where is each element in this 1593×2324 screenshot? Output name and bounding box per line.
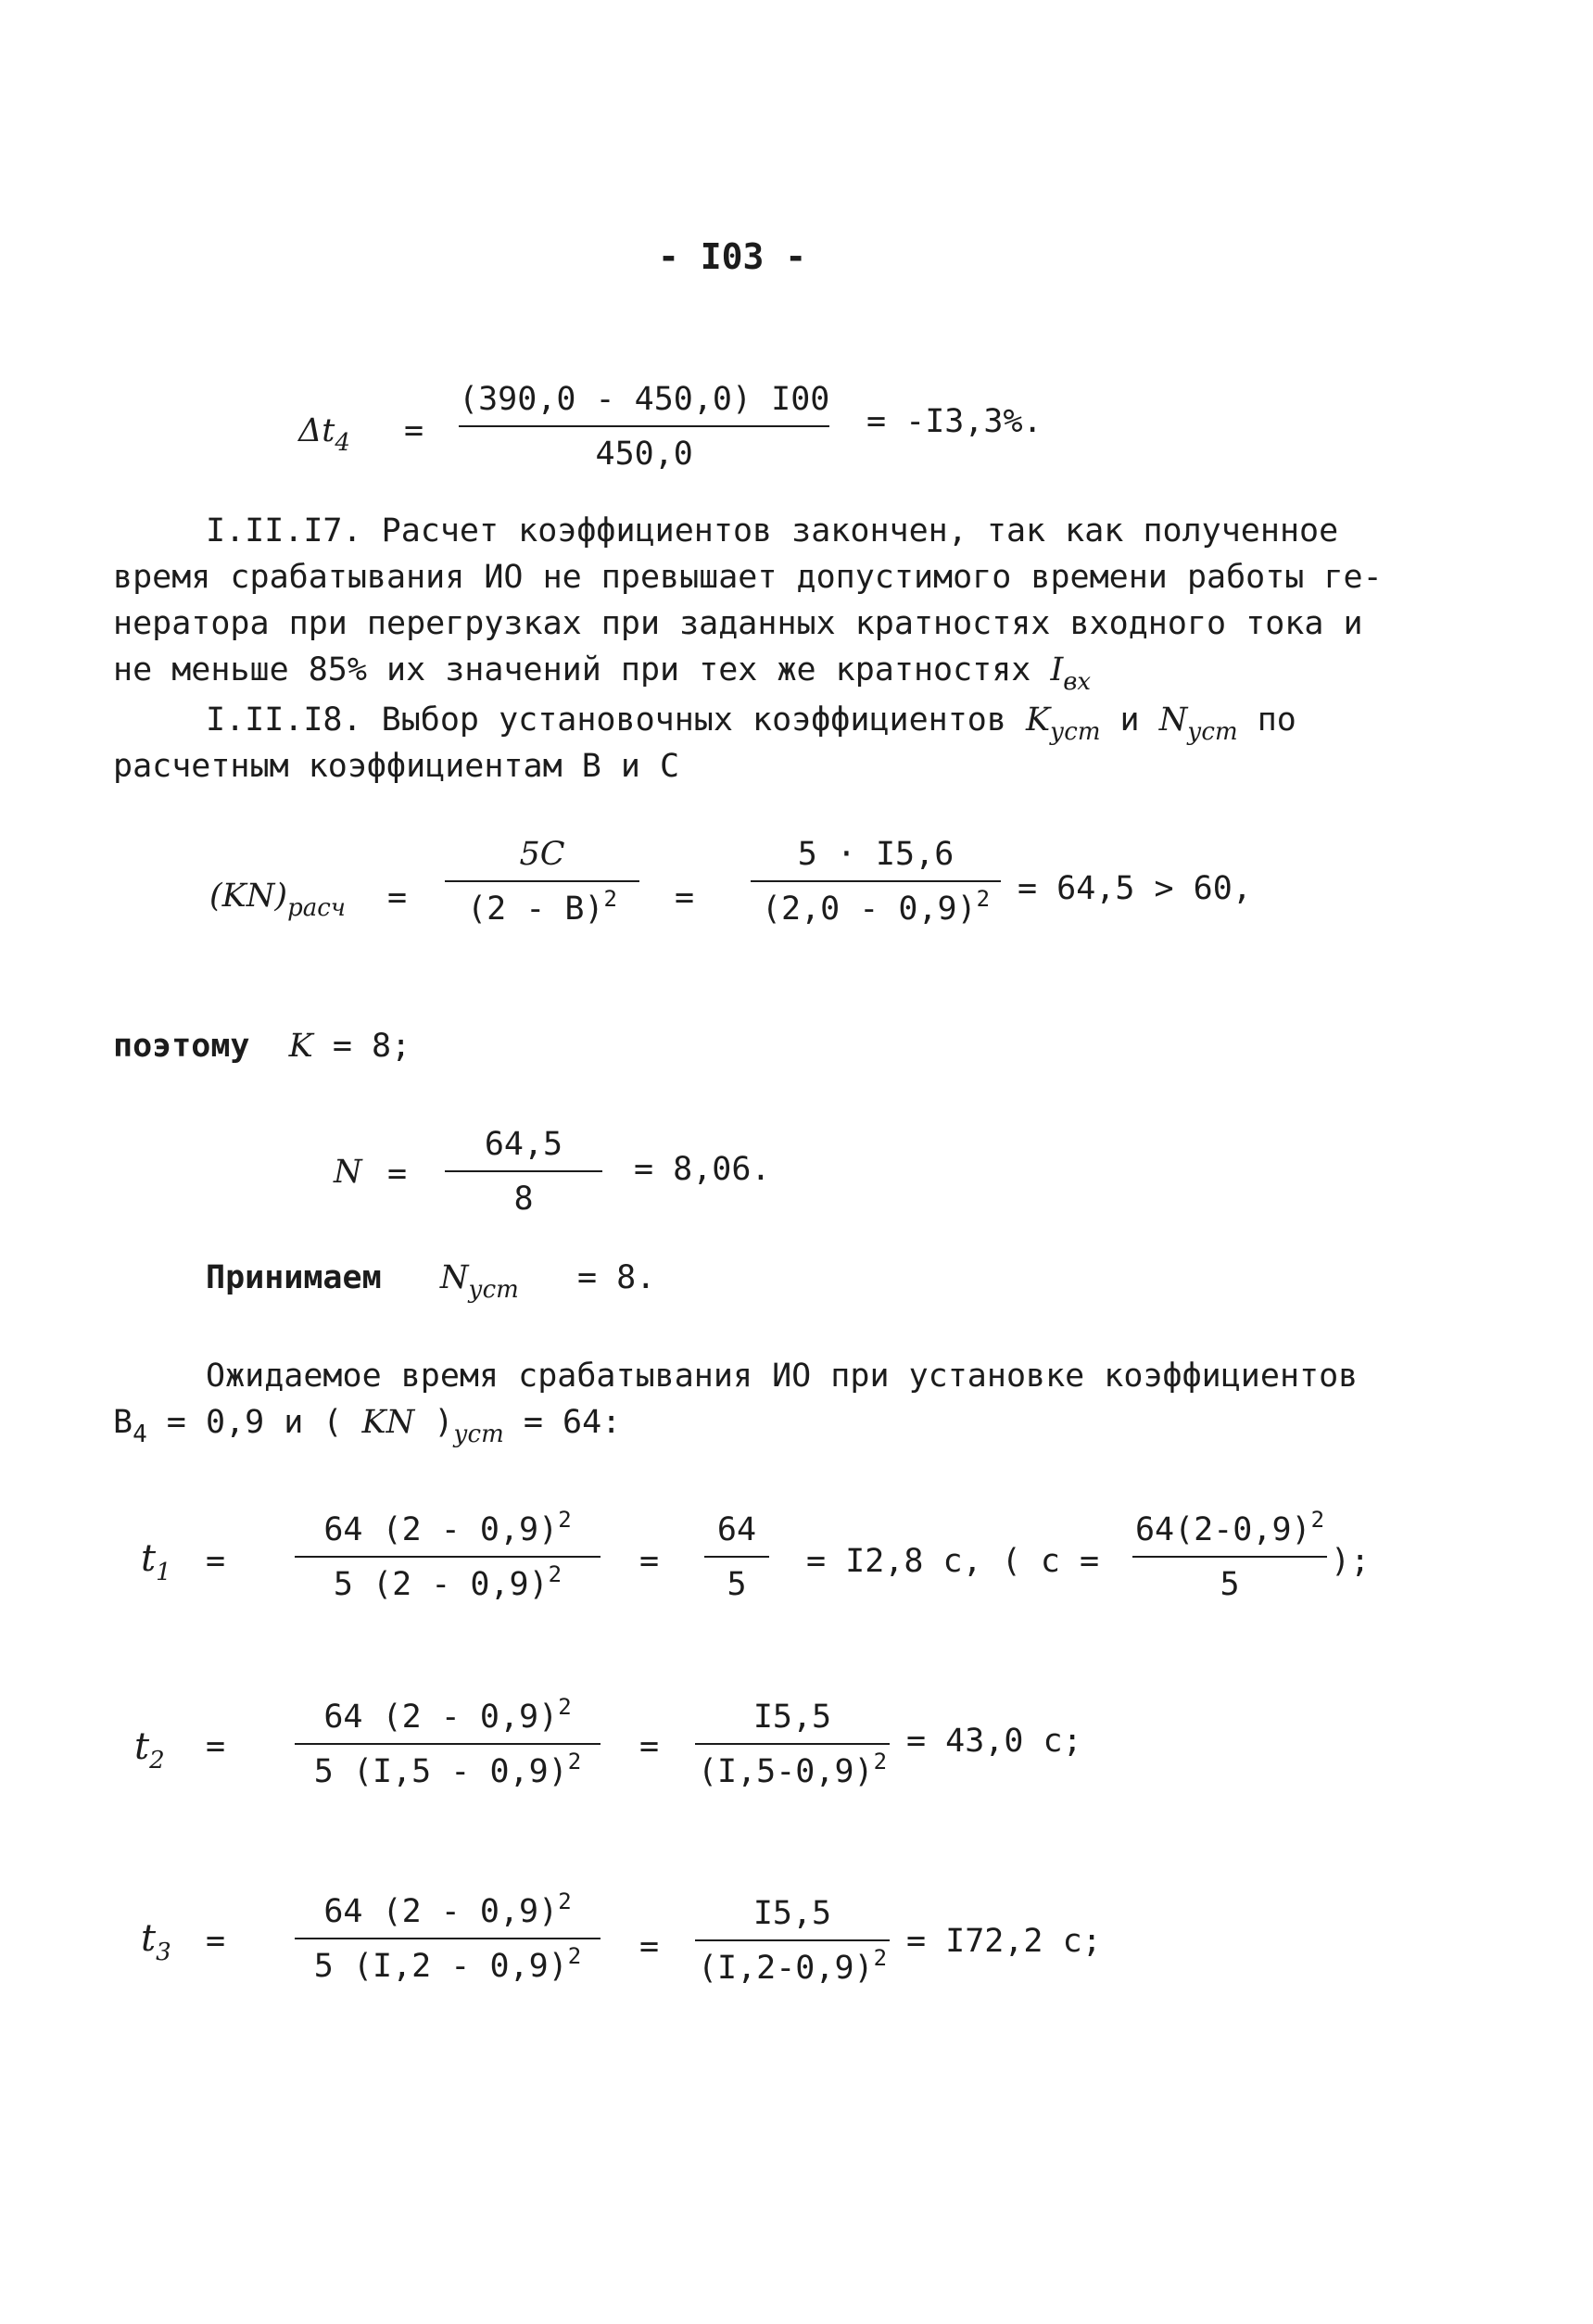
p118-line-1: I.II.I8. Выбор установочных коэффициентов $K_{уст}$ и $N_{уст}$ по bbox=[206, 701, 1296, 746]
kn-numerator-2: 5 · I5,6 bbox=[797, 836, 955, 873]
p117-line-4: не меньше 85% их значений при тех же кратностях $I_{вх}$ bbox=[113, 651, 1092, 696]
t1-symbol: $t_1$ bbox=[141, 1537, 171, 1586]
therefore-line: поэтому K = 8; bbox=[113, 1028, 411, 1065]
p118-line-2: расчетным коэффициентам В и С bbox=[113, 748, 680, 785]
t1-denominator: 5 (2 - 0,9)$^2$ bbox=[333, 1561, 563, 1603]
t3-equals-2: = bbox=[639, 1928, 660, 1965]
delta-equals: = bbox=[404, 412, 424, 449]
t3-equals: = bbox=[206, 1923, 226, 1960]
n-fraction bbox=[445, 1126, 602, 1218]
page-number: - I03 - bbox=[658, 236, 807, 277]
t3-numerator-2: I5,5 bbox=[752, 1895, 832, 1932]
fraction-bar bbox=[1132, 1556, 1327, 1558]
t1-equals-2: = bbox=[639, 1543, 660, 1580]
t2-symbol: $t_2$ bbox=[134, 1725, 165, 1775]
kn-equals-1: = bbox=[387, 879, 408, 916]
t3-fraction-2 bbox=[695, 1895, 890, 1987]
fraction-bar bbox=[445, 880, 639, 882]
accept-line: Принимаем $N_{уст}$ = 8. bbox=[206, 1259, 656, 1304]
t2-numerator-2: I5,5 bbox=[752, 1699, 832, 1736]
t3-denominator-2: $(I,2-0,9)^2$ bbox=[697, 1945, 888, 1987]
t1-fraction-2 bbox=[704, 1511, 769, 1603]
t2-fraction-2 bbox=[695, 1701, 890, 1788]
fraction-bar bbox=[695, 1743, 890, 1745]
t2-fraction bbox=[295, 1694, 601, 1790]
t3-numerator: 64 (2 - 0,9)$^2$ bbox=[323, 1888, 572, 1930]
t3-result: = I72,2 c; bbox=[906, 1923, 1102, 1960]
expected-paragraph bbox=[113, 1353, 1358, 1446]
fraction-bar bbox=[459, 425, 829, 427]
n-equals: = bbox=[387, 1156, 408, 1193]
fraction-bar bbox=[295, 1556, 601, 1558]
delta-result: = -I3,3%. bbox=[866, 403, 1043, 440]
kn-equals-2: = bbox=[675, 879, 695, 916]
kn-numerator-1: 5C bbox=[519, 836, 565, 873]
fraction-bar bbox=[295, 1938, 601, 1939]
kn-fraction-1 bbox=[445, 836, 639, 928]
expected-line-1: Ожидаемое время срабатывания ИО при установке коэффициентов bbox=[206, 1358, 1359, 1395]
t1-denominator-3: 5 bbox=[1220, 1566, 1240, 1603]
t3-denominator: 5 (I,2 - 0,9)$^2$ bbox=[313, 1943, 582, 1985]
fraction-bar bbox=[295, 1743, 601, 1745]
n-numerator: 64,5 bbox=[484, 1126, 563, 1163]
t1-result: = I2,8 c, ( c = bbox=[806, 1543, 1100, 1580]
paragraph-1-11-17 bbox=[113, 508, 1383, 696]
t1-fraction-3 bbox=[1132, 1507, 1327, 1603]
t1-numerator-2: 64 bbox=[716, 1511, 757, 1548]
t2-denominator: 5 (I,5 - 0,9)$^2$ bbox=[313, 1749, 582, 1790]
t1-fraction bbox=[295, 1507, 601, 1603]
t3-symbol: $t_3$ bbox=[141, 1917, 171, 1966]
n-symbol: N bbox=[334, 1154, 362, 1191]
t1-numerator: 64 (2 - 0,9)$^2$ bbox=[323, 1507, 572, 1548]
delta-t4-symbol: $\Delta t_4$ bbox=[298, 412, 350, 457]
n-result: = 8,06. bbox=[634, 1151, 771, 1188]
paragraph-1-11-18 bbox=[113, 697, 1296, 789]
fraction-bar bbox=[704, 1556, 769, 1558]
delta-denominator: 450,0 bbox=[595, 436, 693, 473]
t2-equals-2: = bbox=[639, 1728, 660, 1765]
fraction-bar bbox=[445, 1170, 602, 1172]
n-denominator: 8 bbox=[513, 1181, 534, 1218]
t2-equals: = bbox=[206, 1728, 226, 1765]
t2-denominator-2: $(I,5-0,9)^2$ bbox=[697, 1749, 888, 1790]
t1-close: ); bbox=[1331, 1543, 1371, 1580]
expected-line-2: $В_4 = 0,9$ и ( KN )$_{уст} = 64$: bbox=[113, 1404, 622, 1448]
t1-equals: = bbox=[206, 1543, 226, 1580]
t2-result: = 43,0 c; bbox=[906, 1723, 1082, 1760]
delta-numerator: (390,0 - 450,0) I00 bbox=[459, 381, 830, 418]
t1-denominator-2: 5 bbox=[727, 1566, 747, 1603]
p117-line-3: нератора при перегрузках при заданных кратностях входного тока и bbox=[113, 605, 1363, 642]
t3-fraction bbox=[295, 1888, 601, 1985]
kn-calc-symbol: $(KN)_{расч}$ bbox=[209, 878, 346, 922]
delta-fraction bbox=[459, 381, 830, 473]
fraction-bar bbox=[751, 880, 1001, 882]
t2-numerator: 64 (2 - 0,9)$^2$ bbox=[323, 1694, 572, 1736]
kn-denominator-1: (2 - B)$^2$ bbox=[467, 886, 617, 928]
p117-line-1: I.II.I7. Расчет коэффициентов закончен, так как полученное bbox=[206, 512, 1339, 549]
t1-numerator-3: $64(2-0,9)^2$ bbox=[1134, 1507, 1325, 1548]
kn-fraction-2 bbox=[751, 836, 1001, 928]
fraction-bar bbox=[695, 1939, 890, 1941]
p117-line-2: время срабатывания ИО не превышает допустимого времени работы ге- bbox=[113, 559, 1383, 596]
kn-denominator-2: (2,0 - 0,9)$^2$ bbox=[761, 886, 991, 928]
kn-result: = 64,5 > 60, bbox=[1018, 870, 1252, 907]
